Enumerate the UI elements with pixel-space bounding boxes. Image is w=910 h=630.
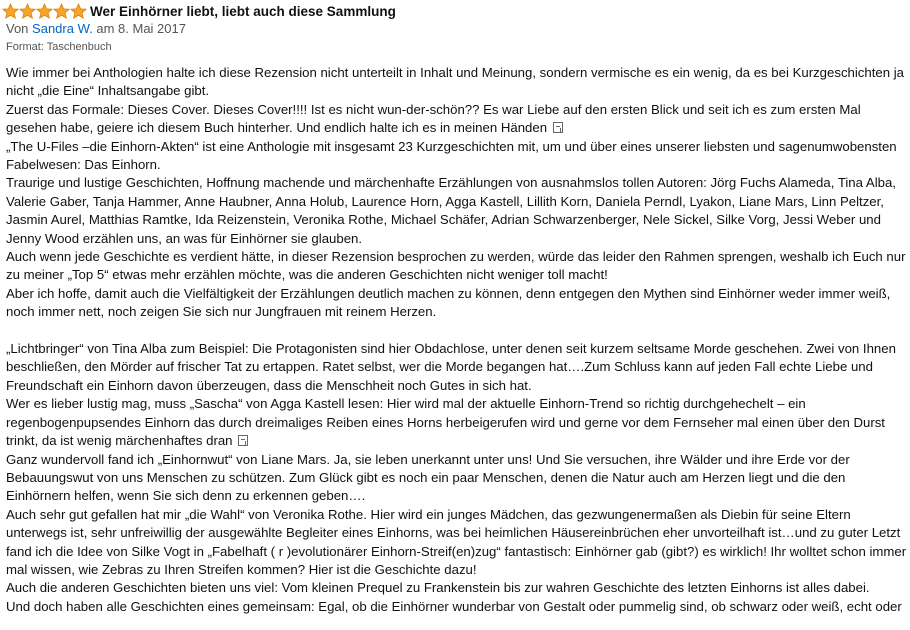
review-paragraph: Wie immer bei Anthologien halte ich diese Rezension nicht unterteilt in Inhalt und Meinung, sondern vermische es ein wenig, da es bei Kurzgeschichten ja nicht „die Eine“ Inhaltsangabe gibt. <box>6 65 904 99</box>
star-icon <box>53 3 70 20</box>
review-paragraph: Und doch haben alle Geschichten eines gemeinsam: Egal, ob die Einhörner wunderbar von Gestalt oder pummelig sind, ob schwarz oder weiß, echt oder <box>6 598 902 614</box>
review-paragraph: Ganz wundervoll fand ich „Einhornwut“ von Liane Mars. Ja, sie leben unerkannt unter uns! Und Sie versuchen, ihre Wälder und ihre Erde vor der Bebauungswut von uns Menschen zu schützen. Zum Glück gibt es noch ein paar Menschen, denen die Natur auch am Herzen liegt und die den Einhörnern helfen, wenn Sie sich denn zu erkennen geben…. <box>6 451 850 504</box>
star-icon <box>36 3 53 20</box>
review-paragraph: Zuerst das Formale: Dieses Cover. Dieses Cover!!!! Ist es nicht wun-der-schön?? Es war Liebe auf den ersten Blick und seit ich es zum ersten Mal gesehen habe, geiere ich diesem Buch hinterher. Und endlich halte ich es in meinen Händen <box>6 101 861 136</box>
review-paragraph: Auch wenn jede Geschichte es verdient hätte, in dieser Rezension besprochen zu werden, würde das leider den Rahmen sprengen, weshalb ich Euch nur zu meiner „Top 5“ etwas mehr erzählen möchte, was die anderen Geschichten nicht weniger toll macht! <box>6 249 906 283</box>
format-info: Format: Taschenbuch <box>6 41 112 53</box>
review-header <box>2 1 396 21</box>
author-link[interactable]: Sandra W. <box>32 21 93 36</box>
review-paragraph: Traurige und lustige Geschichten, Hoffnung machende und märchenhafte Erzählungen von ausnahmslos tollen Autoren: Jörg Fuchs Alameda, Tina Alba, Valerie Gaber, Tanja Hammer, Anne Haubner, Anna Holub, Laurence Horn, Agga Kastell, Lillith Korn, Daniela Perndl, Lyakon, Liane Mars, Linn Peltzer, Jasmin Aurel, Matthias Ramtke, Ida Reizenstein, Veronika Rothe, Michael Schäfer, Adrian Schwarzenberger, Nele Sickel, Silke Vorg, Jessi Weber und Jenny Wood erzählen uns, an was für Einhörner sie glauben. <box>6 175 896 246</box>
review-paragraph: Wer es lieber lustig mag, muss „Sascha“ von Agga Kastell lesen: Hier wird mal der aktuelle Einhorn-Trend so richtig durchgehechelt – ein regenbogenpupsendes Einhorn das durch dreimaliges Reiben eines Horns herbeigerufen wird und gerne vor dem Fernseher mal einen über den Durst trinkt, da ist wenig märchenhaftes dran <box>6 396 885 449</box>
review-paragraph: „The U-Files –die Einhorn-Akten“ ist eine Anthologie mit insgesamt 23 Kurzgeschichten mit, um und über eines unserer liebsten und sagenumwobensten Fabelwesen: Das Einhorn. <box>6 138 897 173</box>
star-icon <box>70 3 87 20</box>
review-date: am 8. Mai 2017 <box>96 21 186 36</box>
review-paragraph: Auch die anderen Geschichten bieten uns viel: Vom kleinen Prequel zu Frankenstein bis zur wahren Geschichte des letzten Einhorns ist alles dabei. <box>6 580 870 596</box>
star-rating[interactable] <box>2 2 87 20</box>
emoji-placeholder-icon <box>238 435 248 446</box>
by-prefix: Von <box>6 21 29 36</box>
review-paragraph: Auch sehr gut gefallen hat mir „die Wahl“ von Veronika Rothe. Hier wird ein junges Mädchen, das gezwungenermaßen als Diebin für seine Eltern unterwegs ist, sehr unfreiwillig der ausgewählte Begleiter eines Einhorns, was bei heimlichen Häusereinbrüchen eher unvorteilhaft ist…und zu guter Letzt fand ich die Idee von Silke Vogt in „Fabelhaft ( r )evolutionärer Einhorn-Streif(en)zug“ fantastisch: Einhörner gab (gibt?) es wirklich! Ihr wolltet schon immer mal wissen, wie Zebras zu Ihren Streifen kommen? Hier ist die Geschichte dazu! <box>6 506 907 577</box>
review-body <box>6 64 908 616</box>
star-icon <box>2 3 19 20</box>
star-icon <box>19 3 36 20</box>
review-byline <box>6 21 186 36</box>
review-paragraph: „Lichtbringer“ von Tina Alba zum Beispiel: Die Protagonisten sind hier Obdachlose, unter denen seit kurzem seltsame Morde geschehen. Zwei von Ihnen beschließen, den Mörder auf frischer Tat zu ertappen. Ratet selbst, wer die Morde begangen hat….Zum Schluss kann auf jeden Fall echte Liebe und Freundschaft ein Einhorn davon überzeugen, dass die Menschheit noch Gutes in sich hat. <box>6 341 896 393</box>
review-title[interactable]: Wer Einhörner liebt, liebt auch diese Sammlung <box>90 3 396 19</box>
review-paragraph: Aber ich hoffe, damit auch die Vielfältigkeit der Erzählungen deutlich machen zu können, denn entgegen den Mythen sind Einhörner weder immer weiß, noch immer nett, noch zeigen Sie sich nur Jungfrauen mit reinem Herzen. <box>6 285 891 320</box>
emoji-placeholder-icon <box>553 122 563 133</box>
